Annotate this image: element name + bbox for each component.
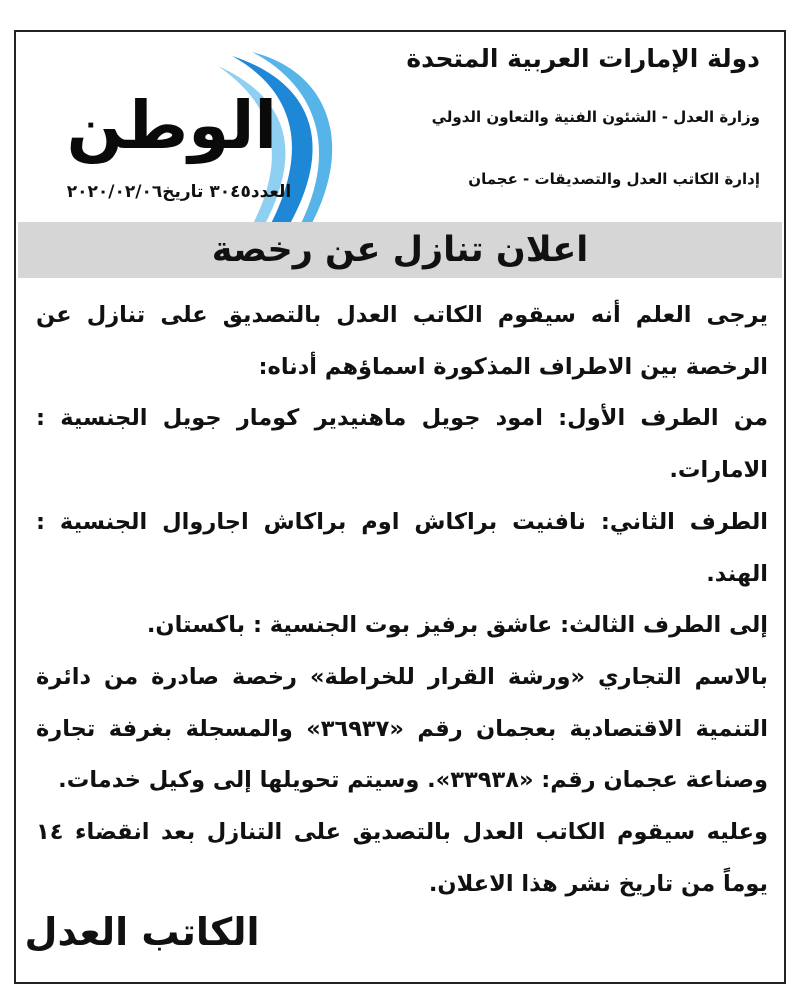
notice-body [36,290,768,910]
government-header [330,40,760,190]
paragraph-license-details: بالاسم التجاري «ورشة القرار للخراطة» رخصة صادرة من دائرة التنمية الاقتصادية بعجمان رقم «٣٦٩٣٧» والمسجلة بغرفة تجارة وصناعة عجمان رقم: «٣٣٩٣٨». وسيتم تحويلها إلى وكيل خدمات. [36,663,768,794]
ministry-name: وزارة العدل - الشئون الفنية والتعاون الدولي [431,108,760,126]
paragraph-third-party: إلى الطرف الثالث: عاشق برفيز بوت الجنسية : باكستان. [146,612,768,639]
newspaper-name: الوطن [66,87,277,164]
country-name: دولة الإمارات العربية المتحدة [406,44,760,73]
paragraph-first-party: من الطرف الأول: امود جويل ماهنيدير كومار جويل الجنسية : الامارات. [36,405,768,484]
paragraph-intro: يرجى العلم أنه سيقوم الكاتب العدل بالتصديق على تنازل عن الرخصة بين الاطراف المذكورة اسماؤهم أدناه: [36,302,768,380]
issue-date: العدد٣٠٤٥ تاريخ٢٠٢٠/٠٢/٠٦ [66,182,292,202]
notice-frame [14,30,786,984]
notice-title: اعلان تنازل عن رخصة [211,230,589,270]
title-bar [18,222,782,278]
notary-signature: الكاتب العدل [24,910,260,954]
department-name: إدارة الكاتب العدل والتصديقات - عجمان [468,170,760,188]
paragraph-second-party: الطرف الثاني: نافنيت براكاش اوم براكاش اجاروال الجنسية : الهند. [36,508,768,587]
paragraph-closing: وعليه سيقوم الكاتب العدل بالتصديق على التنازل بعد انقضاء ١٤ يوماً من تاريخ نشر هذا الاعلان. [36,819,768,897]
